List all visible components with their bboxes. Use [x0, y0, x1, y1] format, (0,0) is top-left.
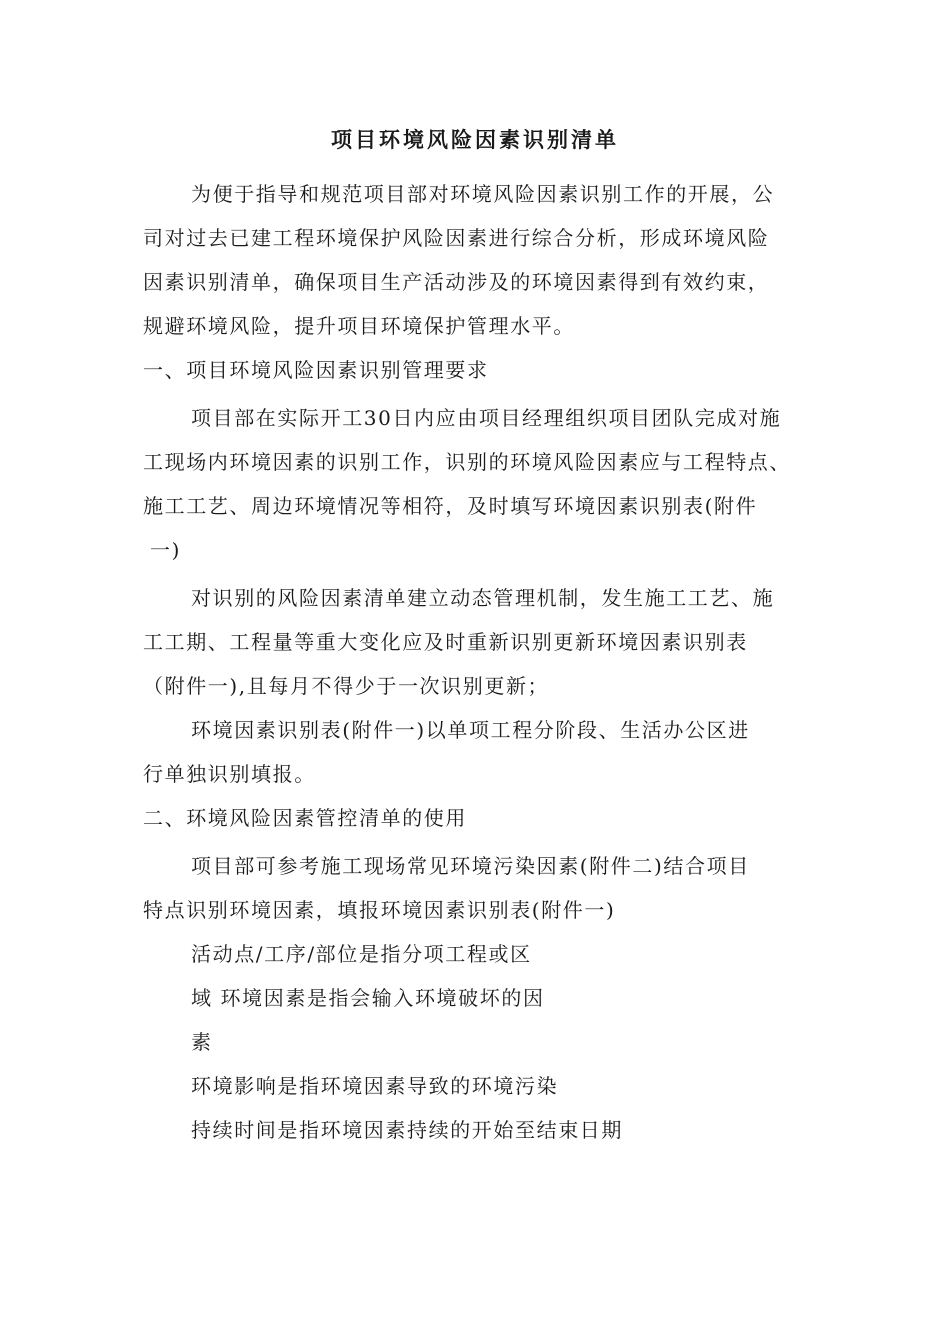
section2-definition-4: 环境影响是指环境因素导致的环境污染 [191, 1074, 559, 1098]
section1-para3-line-2: 行单独识别填报。 [143, 762, 316, 786]
section1-para1-line-2: 工现场内环境因素的识别工作，识别的环境风险因素应与工程特点、 [143, 450, 791, 474]
section1-para1-line-1: 项目部在实际开工30日内应由项目经理组织项目团队完成对施 [191, 406, 782, 430]
intro-line-2: 司对过去已建工程环境保护风险因素进行综合分析，形成环境风险 [143, 226, 770, 250]
document-title: 项目环境风险因素识别清单 [331, 127, 619, 152]
section1-para1-line-3: 施工工艺、周边环境情况等相符，及时填写环境因素识别表(附件 [143, 494, 758, 518]
section1-para2-line-3: （附件一),且每月不得少于一次识别更新； [143, 674, 550, 698]
section1-heading: 一、项目环境风险因素识别管理要求 [143, 358, 489, 382]
section2-definition-5: 持续时间是指环境因素持续的开始至结束日期 [191, 1118, 623, 1142]
intro-line-3: 因素识别清单，确保项目生产活动涉及的环境因素得到有效约束， [143, 270, 770, 294]
section1-para3-line-1: 环境因素识别表(附件一)以单项工程分阶段、生活办公区进 [191, 718, 750, 742]
section2-para1-line-1: 项目部可参考施工现场常见环境污染因素(附件二)结合项目 [191, 854, 750, 878]
intro-line-1: 为便于指导和规范项目部对环境风险因素识别工作的开展，公 [191, 182, 775, 206]
section1-para1-line-4: 一) [150, 538, 182, 562]
section1-para2-line-2: 工工期、工程量等重大变化应及时重新识别更新环境因素识别表 [143, 630, 748, 654]
section1-para2-line-1: 对识别的风险因素清单建立动态管理机制，发生施工工艺、施 [191, 586, 775, 610]
section2-definition-2: 域 环境因素是指会输入环境破坏的因 [191, 986, 545, 1010]
section2-para1-line-2: 特点识别环境因素，填报环境因素识别表(附件一) [143, 898, 616, 922]
section2-heading: 二、环境风险因素管控清单的使用 [143, 806, 467, 830]
section2-definition-3: 素 [191, 1030, 213, 1054]
intro-line-4: 规避环境风险，提升项目环境保护管理水平。 [143, 314, 575, 338]
section2-definition-1: 活动点/工序/部位是指分项工程或区 [191, 942, 532, 966]
